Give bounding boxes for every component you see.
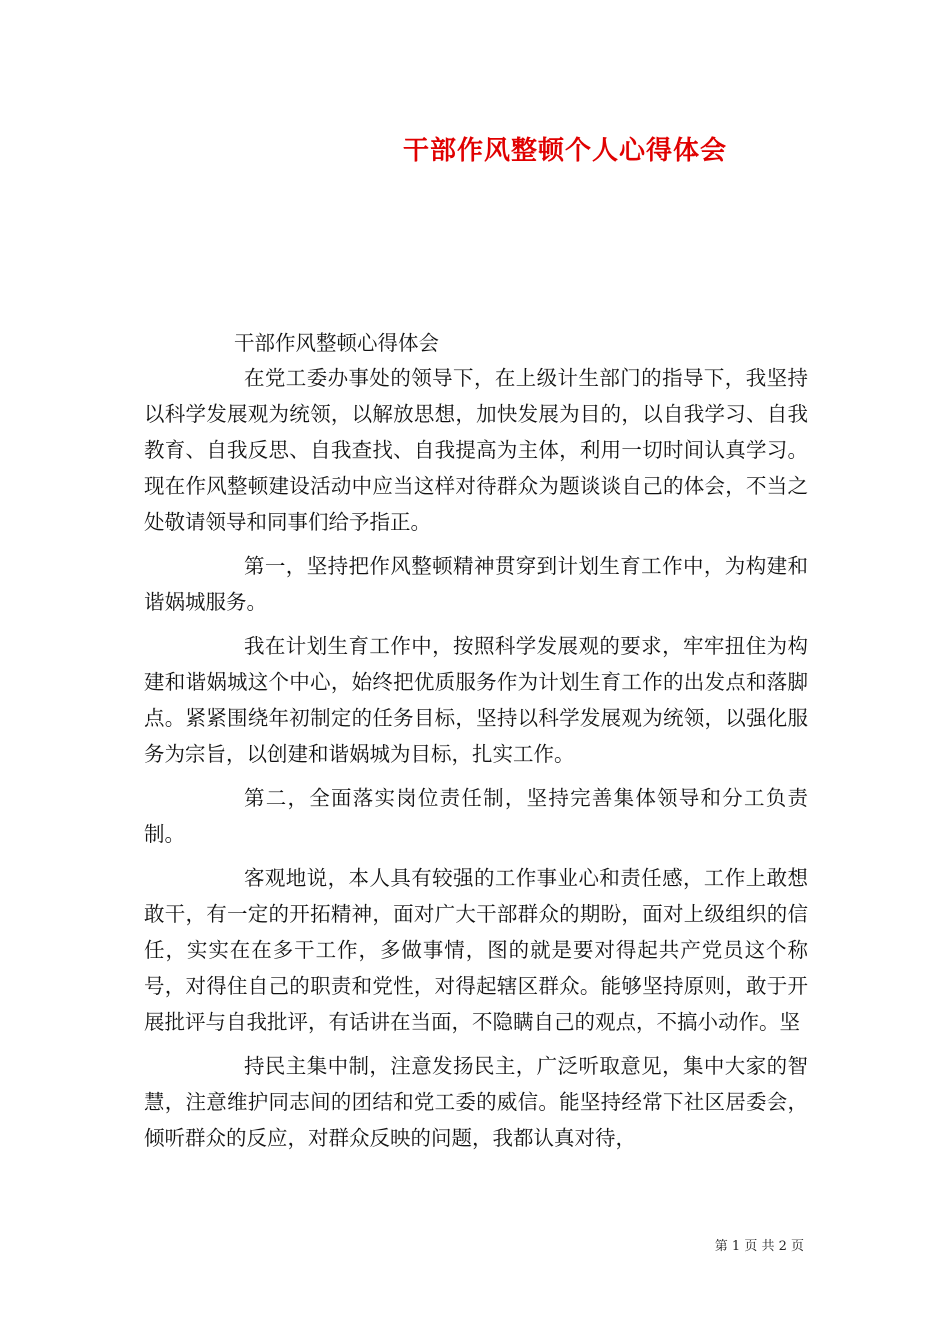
paragraph: 第一，坚持把作风整顿精神贯穿到计划生育工作中，为构建和谐娲城服务。 xyxy=(144,554,808,614)
document-title: 干部作风整顿个人心得体会 xyxy=(402,136,727,166)
paragraph: 持民主集中制，注意发扬民主，广泛听取意见，集中大家的智慧，注意维护同志间的团结和党工委的威信。能坚持经常下社区居委会，倾听群众的反应，对群众反映的问题，我都认真对待， xyxy=(144,1054,808,1150)
paragraph: 客观地说，本人具有较强的工作事业心和责任感，工作上敢想敢干，有一定的开拓精神，面对广大干部群众的期盼，面对上级组织的信任，实实在在多干工作，多做事情，图的就是要对得起共产党员这个称号，对得住自己的职责和党性，对得起辖区群众。能够坚持原则，敢于开展批评与自我批评，有话讲在当面，不隐瞒自己的观点，不搞小动作。坚 xyxy=(144,866,808,1034)
paragraph: 我在计划生育工作中，按照科学发展观的要求，牢牢扭住为构建和谐娲城这个中心，始终把优质服务作为计划生育工作的出发点和落脚点。紧紧围绕年初制定的任务目标，坚持以科学发展观为统领，以强化服务为宗旨，以创建和谐娲城为目标，扎实工作。 xyxy=(144,634,808,766)
article-body xyxy=(144,326,808,1164)
paragraph: 在党工委办事处的领导下，在上级计生部门的指导下，我坚持以科学发展观为统领，以解放思想，加快发展为目的，以自我学习、自我教育、自我反思、自我查找、自我提高为主体，利用一切时间认真学习。现在作风整顿建设活动中应当这样对待群众为题谈谈自己的体会，不当之处敬请领导和同事们给予指正。 xyxy=(144,366,808,534)
article-subtitle: 干部作风整顿心得体会 xyxy=(234,331,439,355)
page-number-indicator: 第 1 页 共 2 页 xyxy=(714,1239,804,1254)
paragraph: 第二，全面落实岗位责任制，坚持完善集体领导和分工负责制。 xyxy=(144,786,808,846)
